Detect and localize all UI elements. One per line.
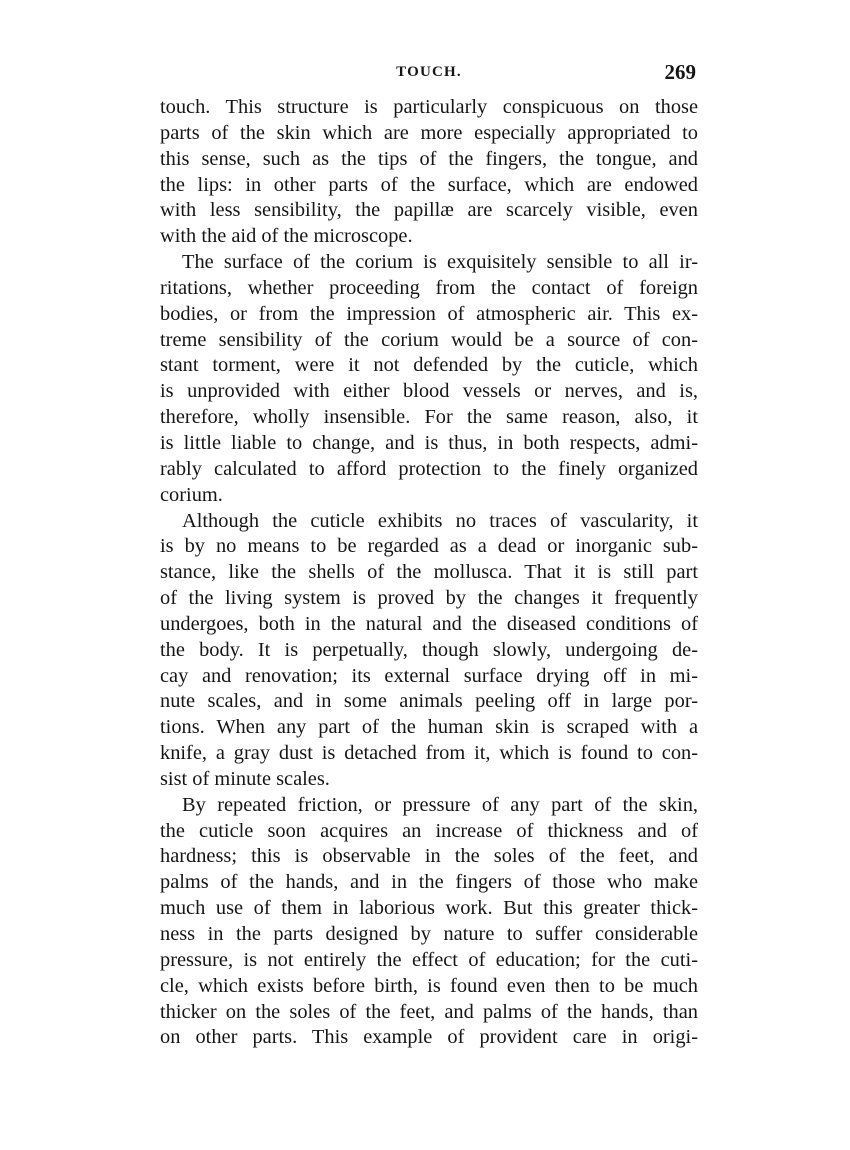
body-text	[160, 95, 698, 1051]
text-line: cle, which exists before birth, is found even then to be much	[160, 974, 698, 997]
text-line: touch. This structure is particularly conspicuous on those	[160, 96, 698, 118]
text-line: rably calculated to afford protection to the finely organized	[160, 457, 698, 480]
text-line: with less sensibility, the papillæ are scarcely visible, even	[160, 199, 698, 222]
text-line: By repeated friction, or pressure of any part of the skin,	[182, 793, 698, 816]
text-line: pressure, is not entirely the effect of education; for the cuti-	[160, 948, 698, 971]
text-line: therefore, wholly insensible. For the same reason, also, it	[160, 406, 698, 429]
text-line: stance, like the shells of the mollusca. That it is still part	[160, 561, 698, 584]
text-line: knife, a gray dust is detached from it, which is found to con-	[160, 742, 698, 765]
text-line: treme sensibility of the corium would be a source of con-	[160, 328, 698, 351]
text-line: bodies, or from the impression of atmospheric air. This ex-	[160, 302, 698, 325]
text-line: ritations, whether proceeding from the contact of foreign	[160, 276, 698, 299]
text-line: with the aid of the microscope.	[160, 225, 413, 248]
text-line: this sense, such as the tips of the fingers, the tongue, and	[160, 147, 698, 170]
text-line: cay and renovation; its external surface drying off in mi-	[160, 664, 698, 687]
text-line: sist of minute scales.	[160, 767, 330, 790]
running-title: TOUCH.	[396, 64, 462, 80]
text-line: ness in the parts designed by nature to suffer considerable	[160, 923, 698, 945]
text-line: the lips: in other parts of the surface, which are endowed	[160, 173, 698, 196]
running-head	[160, 60, 698, 86]
text-line: is little liable to change, and is thus, in both respects, admi-	[160, 431, 698, 454]
text-line: the body. It is perpetually, though slowly, undergoing de-	[160, 638, 698, 661]
text-line: the cuticle soon acquires an increase of thickness and of	[160, 819, 698, 842]
text-line: palms of the hands, and in the fingers of those who make	[160, 871, 698, 894]
text-line: of the living system is proved by the changes it frequently	[160, 587, 698, 610]
text-line: on other parts. This example of provident care in origi-	[160, 1026, 698, 1049]
text-line: undergoes, both in the natural and the diseased conditions of	[160, 612, 698, 635]
text-line: The surface of the corium is exquisitely sensible to all ir-	[182, 251, 698, 274]
text-line: hardness; this is observable in the soles of the feet, and	[160, 845, 698, 868]
text-line: corium.	[160, 483, 223, 506]
text-line: tions. When any part of the human skin is scraped with a	[160, 716, 698, 739]
text-line: is unprovided with either blood vessels or nerves, and is,	[160, 380, 698, 403]
text-line: parts of the skin which are more especially appropriated to	[160, 121, 698, 144]
text-line: thicker on the soles of the feet, and palms of the hands, than	[160, 1000, 698, 1023]
page-number: 269	[664, 60, 696, 84]
text-line: is by no means to be regarded as a dead or inorganic sub-	[160, 535, 698, 558]
text-line: stant torment, were it not defended by the cuticle, which	[160, 354, 698, 377]
text-line: Although the cuticle exhibits no traces of vascularity, it	[182, 509, 698, 532]
text-line: much use of them in laborious work. But this greater thick-	[160, 897, 698, 920]
text-line: nute scales, and in some animals peeling off in large por-	[160, 690, 698, 713]
